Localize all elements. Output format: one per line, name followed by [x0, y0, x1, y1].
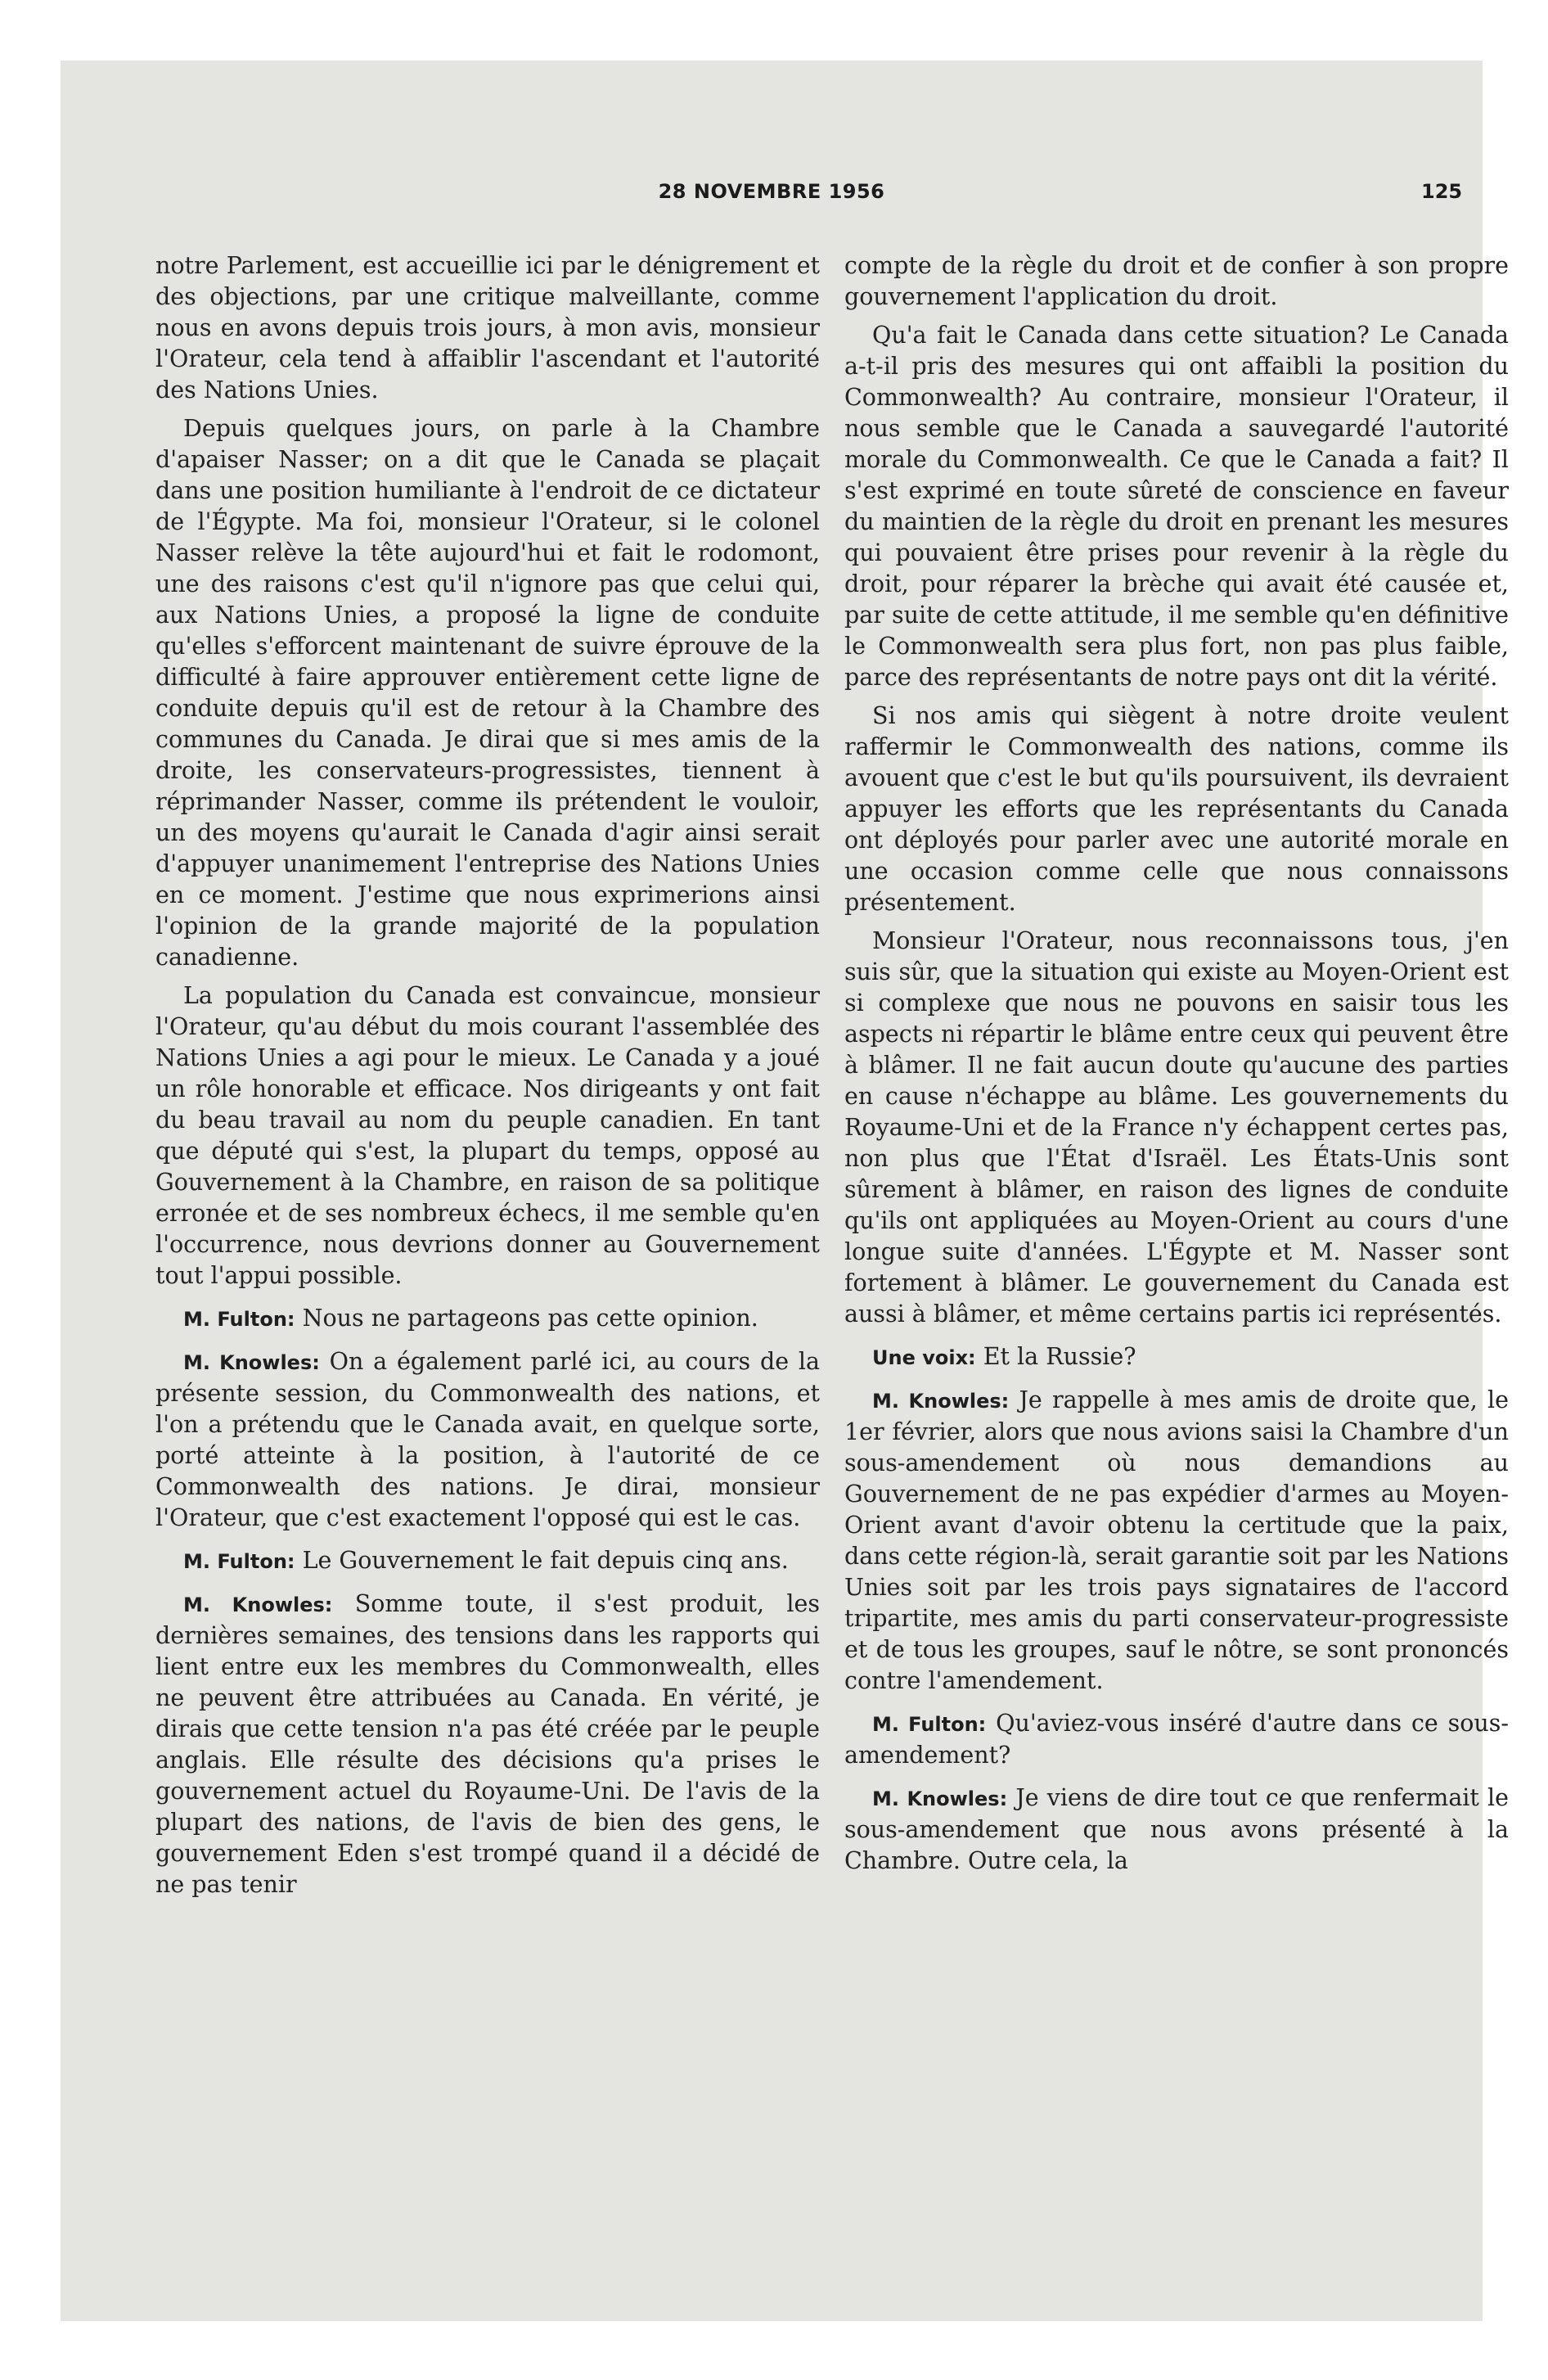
- speech-text: Le Gouvernement le fait depuis cinq ans.: [302, 1547, 789, 1574]
- speech-text: Nous ne partageons pas cette opinion.: [302, 1305, 758, 1332]
- left-column: [155, 250, 820, 1908]
- speaker-name: M. Knowles:: [872, 1390, 1010, 1413]
- paragraph: compte de la règle du droit et de confier à son propre gouvernement l'application du droit.: [844, 252, 1509, 310]
- speech-text: Et la Russie?: [983, 1343, 1136, 1370]
- speech-paragraph: [844, 1385, 1509, 1697]
- paragraph: notre Parlement, est accueillie ici par le dénigrement et des objections, par une critique malveillante, comme nous en avons depuis trois jours, à mon avis, monsieur l'Orateur, cela tend à affaiblir l'ascendant et l'autorité des Nations Unies.: [155, 252, 820, 403]
- speaker-name: M. Fulton:: [872, 1713, 987, 1736]
- speaker-name: M. Fulton:: [183, 1550, 295, 1573]
- paragraph: Si nos amis qui siègent à notre droite veulent raffermir le Commonwealth des nations, comme ils avouent que c'est le but qu'ils poursuivent, ils devraient appuyer les efforts que les représentants du Canada ont déployés pour parler avec une autorité morale en une occasion comme celle que nous connaissons présentement.: [844, 702, 1509, 916]
- speech-text: Je viens de dire tout ce que renfermait le sous-amendement que nous avons présenté à la Chambre. Outre cela, la: [844, 1784, 1510, 1874]
- header-date: 28 NOVEMBRE 1956: [658, 180, 885, 203]
- page-header: [61, 180, 1483, 213]
- paragraph: Monsieur l'Orateur, nous reconnaissons tous, j'en suis sûr, que la situation qui existe au Moyen-Orient est si complexe que nous ne pouvons en saisir tous les aspects ni répartir le blâme entre ceux qui peuvent être à blâmer. Il ne fait aucun doute qu'aucune des parties en cause n'échappe au blâme. Les gouvernements du Royaume-Uni et de la France n'y échappent certes pas, non plus que l'État d'Israël. Les États-Unis sont sûrement à blâmer, en raison des lignes de conduite qu'ils ont appliquées au Moyen-Orient au cours d'une longue suite d'années. L'Égypte et M. Nasser sont fortement à blâmer. Le gouvernement du Canada est aussi à blâmer, et même certains partis ici représentés.: [844, 927, 1509, 1327]
- paragraph: Depuis quelques jours, on parle à la Chambre d'apaiser Nasser; on a dit que le Canada se plaçait dans une position humiliante à l'endroit de ce dictateur de l'Égypte. Ma foi, monsieur l'Orateur, si le colonel Nasser relève la tête aujourd'hui et fait le rodomont, une des raisons c'est qu'il n'ignore pas que celui qui, aux Nations Unies, a proposé la ligne de conduite qu'elles s'efforcent maintenant de suivre éprouve de la difficulté à faire approuver entièrement cette ligne de conduite depuis qu'il est de retour à la Chambre des communes du Canada. Je dirai que si mes amis de la droite, les conservateurs-progressistes, tiennent à réprimander Nasser, comme ils prétendent le vouloir, un des moyens qu'aurait le Canada d'agir ainsi serait d'appuyer unanimement l'entreprise des Nations Unies en ce moment. J'estime que nous exprimerions ainsi l'opinion de la grande majorité de la population canadienne.: [155, 415, 820, 971]
- speech-paragraph: [155, 1303, 820, 1335]
- speech-text: On a également parlé ici, au cours de la présente session, du Commonwealth des nations, et l'on a prétendu que le Canada avait, en quelque sorte, porté atteinte à la position, à l'autorité de ce Commonwealth des nations. Je dirai, monsieur l'Orateur, que c'est exactement l'opposé qui est le cas.: [155, 1348, 820, 1531]
- speech-paragraph: [155, 1346, 820, 1534]
- speech-paragraph: [844, 1708, 1509, 1771]
- right-column: [844, 250, 1509, 1884]
- speech-text: Je rappelle à mes amis de droite que, le 1er février, alors que nous avions saisi la Chambre d'un sous-amendement où nous demandions au Gouvernement de ne pas expédier d'armes au Moyen-Orient avant d'avoir obtenu la certitude que la paix, dans cette région-là, serait garantie soit par les Nations Unies soit par les trois pays signataires de l'accord tripartite, mes amis du parti conservateur-progressiste et de tous les groupes, sauf le nôtre, se sont prononcés contre l'amendement.: [844, 1386, 1509, 1694]
- speech-text: Qu'aviez-vous inséré d'autre dans ce sous-amendement?: [844, 1710, 1509, 1769]
- speech-paragraph: [155, 1589, 820, 1900]
- speech-text: Somme toute, il s'est produit, les dernières semaines, des tensions dans les rapports qui lient entre eux les membres du Commonwealth, elles ne peuvent être attribuées au Canada. En vérité, je dirais que cette tension n'a pas été créée par le peuple anglais. Elle résulte des décisions qu'a prises le gouvernement actuel du Royaume-Uni. De l'avis de la plupart des nations, de l'avis de bien des gens, le gouvernement Eden s'est trompé quand il a décidé de ne pas tenir: [155, 1590, 820, 1898]
- speech-paragraph: [844, 1341, 1509, 1373]
- scanned-page: [61, 61, 1510, 2321]
- speaker-name: M. Knowles:: [872, 1787, 1008, 1810]
- speaker-name: M. Knowles:: [183, 1593, 333, 1616]
- paragraph: Qu'a fait le Canada dans cette situation? Le Canada a-t-il pris des mesures qui ont affaibli la position du Commonwealth? Au contraire, monsieur l'Orateur, il nous semble que le Canada a sauvegardé l'autorité morale du Commonwealth. Ce que le Canada a fait? Il s'est exprimé en toute sûreté de conscience en faveur du maintien de la règle du droit en prenant les mesures qui pouvaient être prises pour revenir à la règle du droit, pour réparer la brèche qui avait été causée et, par suite de cette attitude, il me semble qu'en définitive le Commonwealth sera plus fort, non pas plus faible, parce des représentants de notre pays ont dit la vérité.: [844, 322, 1509, 691]
- paragraph: La population du Canada est convaincue, monsieur l'Orateur, qu'au début du mois courant l'assemblée des Nations Unies a agi pour le mieux. Le Canada y a joué un rôle honorable et efficace. Nos dirigeants y ont fait du beau travail au nom du peuple canadien. En tant que député qui s'est, la plupart du temps, opposé au Gouvernement à la Chambre, en raison de sa politique erronée et de ses nombreux échecs, il me semble qu'en l'occurrence, nous devrions donner au Gouvernement tout l'appui possible.: [155, 982, 820, 1289]
- speaker-name: Une voix:: [872, 1346, 976, 1369]
- speaker-name: M. Knowles:: [183, 1351, 320, 1374]
- page-number: 125: [1421, 180, 1463, 203]
- speech-paragraph: [844, 1783, 1509, 1877]
- speech-paragraph: [155, 1545, 820, 1577]
- speaker-name: M. Fulton:: [183, 1308, 295, 1331]
